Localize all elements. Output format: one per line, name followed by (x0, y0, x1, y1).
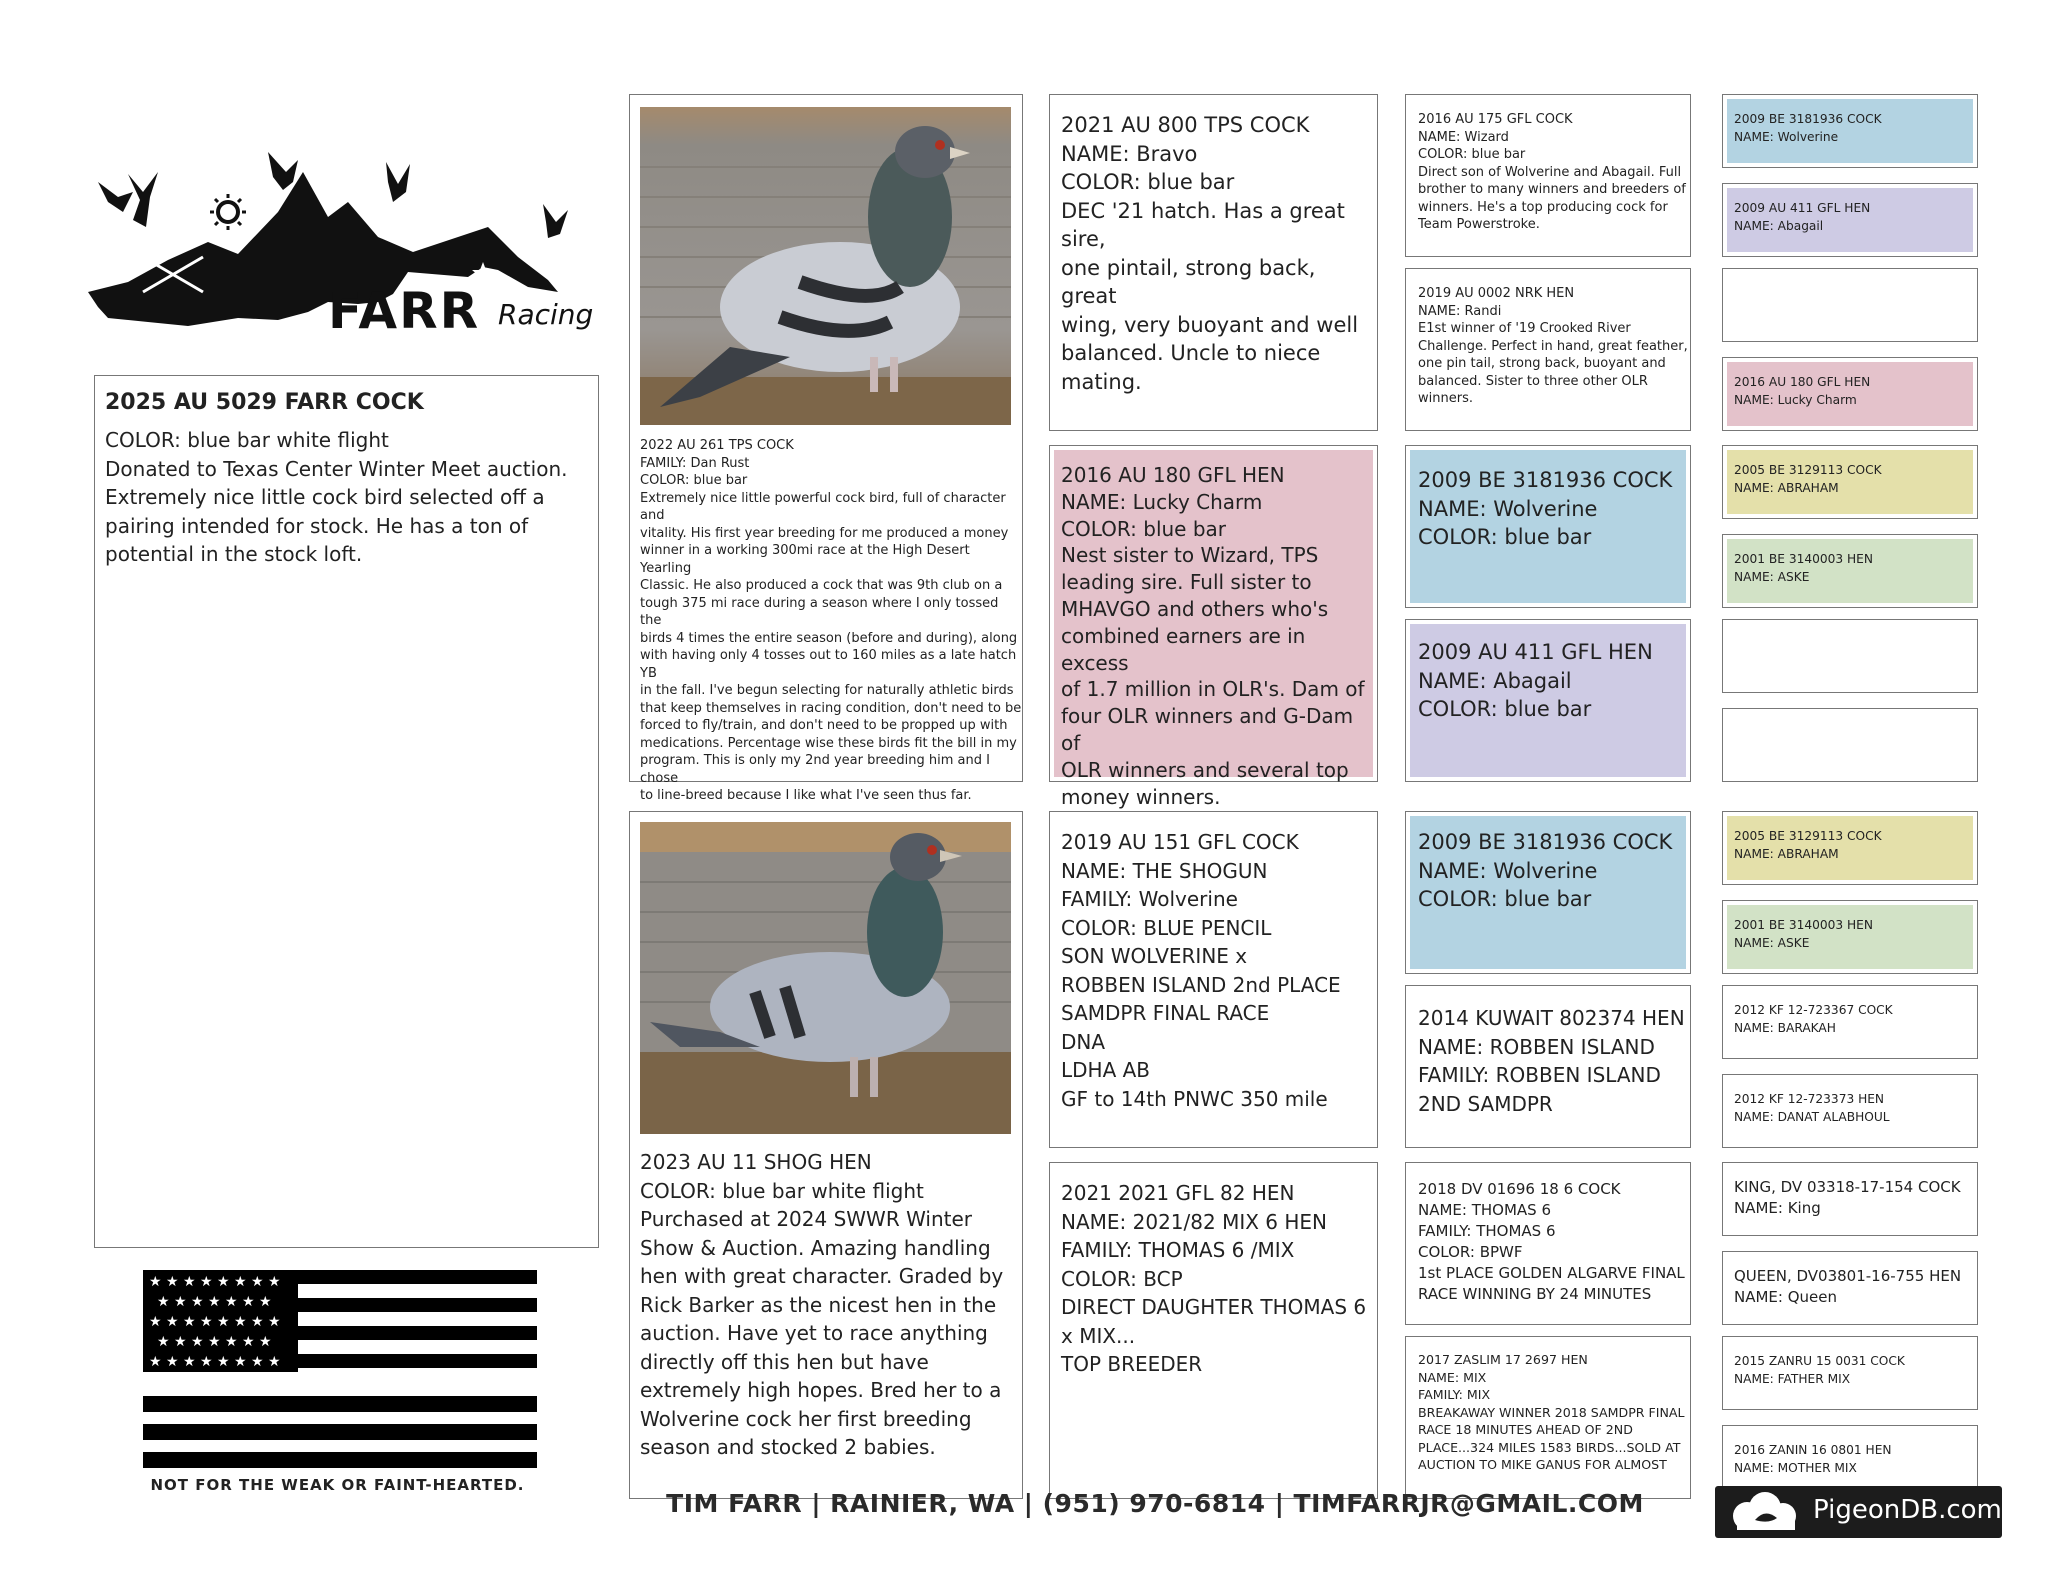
col5-top-0 (1722, 94, 1978, 168)
col5-bottom-1 (1722, 900, 1978, 974)
farr-racing-logo (88, 142, 600, 342)
brand-name: FARR (328, 282, 481, 340)
main-bird-body: COLOR: blue bar white flight Donated to Texas Center Winter Meet auction. Extremely nice little cock bird selected off a pairing intended for stock. He has a ton of potential in the stock loft. (105, 428, 568, 566)
col5-bottom-4-text: KING, DV 03318-17-154 COCK NAME: King (1734, 1178, 1961, 1217)
col5-bottom-6-text: 2015 ZANRU 15 0031 COCK NAME: FATHER MIX (1734, 1354, 1905, 1386)
sire-sire-card (1049, 94, 1378, 431)
col5-bottom-1-text: 2001 BE 3140003 HEN NAME: ASKE (1734, 918, 1873, 950)
col5-bottom-0 (1722, 811, 1978, 885)
col5-bottom-5 (1722, 1251, 1978, 1325)
ddd-card (1405, 1336, 1691, 1499)
ddd-text: 2017 ZASLIM 17 2697 HEN NAME: MIX FAMILY: MIX BREAKAWAY WINNER 2018 SAMDPR FINAL RACE 18 MINUTES AHEAD OF 2ND PLACE...324 MILES 1583 BIRDS...SOLD AT AUCTION TO MIKE GANUS FOR ALMOST (1418, 1352, 1685, 1472)
main-bird-card (94, 375, 599, 1248)
col5-bottom-0-text: 2005 BE 3129113 COCK NAME: ABRAHAM (1734, 829, 1882, 861)
sire-card (629, 94, 1023, 803)
col5-bottom-3 (1722, 1074, 1978, 1148)
dam-card (629, 811, 1023, 1499)
sire-text: 2022 AU 261 TPS COCK FAMILY: Dan Rust COLOR: blue bar Extremely nice little powerful cock bird, full of character and vitality. His first year breeding for me produced a money winner in a working 300mi race at the High Desert Yearling Classic. He also produced a cock that was 9th club on a tough 375 mi race during a season where I only tossed the birds 4 times the entire season (before and during), along with having only 4 tosses out to 160 miles as a late hatch YB in the fall. I've begun selecting for naturally athletic birds that keep themselves in racing condition, don't need to be forced to fly/train, and don't need to be propped up with medications. Percentage wise these birds fit the bill in my program. This is only my 2nd year breeding him and I chose to line-breed because I like what I've seen thus far. (640, 438, 1022, 803)
sire-dam-card (1049, 445, 1378, 809)
col5-top-3 (1722, 357, 1978, 431)
col5-bottom-5-text: QUEEN, DV03801-16-755 HEN NAME: Queen (1734, 1267, 1962, 1306)
col5-top-5-text: 2001 BE 3140003 HEN NAME: ASKE (1734, 552, 1873, 584)
dam-text: 2023 AU 11 SHOG HEN COLOR: blue bar white flight Purchased at 2024 SWWR Winter Show & Auction. Amazing handling hen with great character. Graded by Rick Barker as the nicest hen in the auction. Have yet to race anything directly off this hen but have extremely high hopes. Bred her to a Wolverine cock her first breeding season and stocked 2 babies. (640, 1150, 1004, 1459)
col5-top-5 (1722, 534, 1978, 608)
dds-text: 2018 DV 01696 18 6 COCK NAME: THOMAS 6 FAMILY: THOMAS 6 COLOR: BPWF 1st PLACE GOLDEN ALGARVE FINAL RACE WINNING BY 24 MINUTES (1418, 1180, 1685, 1303)
flag-caption: NOT FOR THE WEAK OR FAINT-HEARTED. (150, 1476, 525, 1494)
dss-text: 2009 BE 3181936 COCK NAME: Wolverine COLOR: blue bar (1418, 830, 1673, 911)
sire-photo (640, 107, 1011, 425)
col5-top-7 (1722, 708, 1978, 782)
dsd-card (1405, 985, 1691, 1148)
sds-card (1405, 445, 1691, 608)
contact-footer: TIM FARR | RAINIER, WA | (951) 970-6814 | TIMFARRJR@GMAIL.COM (666, 1489, 1644, 1518)
dam-sire-text: 2019 AU 151 GFL COCK NAME: THE SHOGUN FAMILY: Wolverine COLOR: BLUE PENCIL SON WOLVERINE x ROBBEN ISLAND 2nd PLACE SAMDPR FINAL RACE DNA LDHA AB GF to 14th PNWC 350 mile (1061, 830, 1341, 1111)
col5-bottom-4 (1722, 1162, 1978, 1236)
sds-text: 2009 BE 3181936 COCK NAME: Wolverine COLOR: blue bar (1418, 468, 1673, 549)
svg-text:★ ★ ★ ★ ★ ★ ★: ★ ★ ★ ★ ★ ★ ★ (157, 1294, 272, 1310)
cloud-pigeon-icon (1725, 1490, 1805, 1534)
pigeon-photo-icon (640, 107, 1011, 425)
svg-text:★ ★ ★ ★ ★ ★ ★ ★: ★ ★ ★ ★ ★ ★ ★ ★ (149, 1314, 281, 1330)
main-bird-title: 2025 AU 5029 FARR COCK (105, 390, 424, 415)
col5-top-1 (1722, 183, 1978, 257)
dam-photo (640, 822, 1011, 1134)
sdd-card (1405, 619, 1691, 782)
pigeondb-label: PigeonDB.com (1813, 1495, 2002, 1525)
dsd-text: 2014 KUWAIT 802374 HEN NAME: ROBBEN ISLAND FAMILY: ROBBEN ISLAND 2ND SAMDPR (1418, 1006, 1685, 1116)
dam-dam-card (1049, 1162, 1378, 1499)
col5-top-6 (1722, 619, 1978, 693)
col5-bottom-3-text: 2012 KF 12-723373 HEN NAME: DANAT ALABHOUL (1734, 1092, 1890, 1124)
svg-text:★ ★ ★ ★ ★ ★ ★ ★: ★ ★ ★ ★ ★ ★ ★ ★ (149, 1274, 281, 1290)
sss-text: 2016 AU 175 GFL COCK NAME: Wizard COLOR: blue bar Direct son of Wolverine and Abagail. Full brother to many winners and breeders of winners. He's a top producing cock for Team Powerstroke. (1418, 112, 1686, 232)
svg-text:★ ★ ★ ★ ★ ★ ★ ★: ★ ★ ★ ★ ★ ★ ★ ★ (149, 1354, 281, 1370)
pigeondb-badge[interactable] (1715, 1486, 2002, 1538)
col5-top-4 (1722, 445, 1978, 519)
ssd-card (1405, 268, 1691, 431)
col5-top-3-text: 2016 AU 180 GFL HEN NAME: Lucky Charm (1734, 375, 1871, 407)
col5-bottom-2-text: 2012 KF 12-723367 COCK NAME: BARAKAH (1734, 1003, 1893, 1035)
sire-sire-text: 2021 AU 800 TPS COCK NAME: Bravo COLOR: blue bar DEC '21 hatch. Has a great sire, one pintail, strong back, great wing, very buoyant and well balanced. Uncle to niece mating. (1061, 113, 1359, 394)
dss-card (1405, 811, 1691, 974)
pigeon-photo-icon (640, 822, 1011, 1134)
col5-top-2 (1722, 268, 1978, 342)
sdd-text: 2009 AU 411 GFL HEN NAME: Abagail COLOR: blue bar (1418, 640, 1653, 721)
dam-dam-text: 2021 2021 GFL 82 HEN NAME: 2021/82 MIX 6 HEN FAMILY: THOMAS 6 /MIX COLOR: BCP DIRECT DAUGHTER THOMAS 6 x MIX... TOP BREEDER (1061, 1181, 1367, 1376)
sire-dam-text: 2016 AU 180 GFL HEN NAME: Lucky Charm COLOR: blue bar Nest sister to Wizard, TPS leading sire. Full sister to MHAVGO and others who's combined earners are in excess of 1.7 million in OLR's. Dam of four OLR winners and G-Dam of OLR winners and several top money winners. (1061, 463, 1365, 809)
american-flag (143, 1270, 537, 1480)
col5-top-1-text: 2009 AU 411 GFL HEN NAME: Abagail (1734, 201, 1871, 233)
ssd-text: 2019 AU 0002 NRK HEN NAME: Randi E1st winner of '19 Crooked River Challenge. Perfect in hand, great feather, one pin tail, strong back, buoyant and balanced. Sister to three other OLR winners. (1418, 286, 1688, 406)
col5-top-4-text: 2005 BE 3129113 COCK NAME: ABRAHAM (1734, 463, 1882, 495)
dam-sire-card (1049, 811, 1378, 1148)
american-flag-icon (143, 1270, 537, 1480)
col5-top-0-text: 2009 BE 3181936 COCK NAME: Wolverine (1734, 112, 1882, 144)
dds-card (1405, 1162, 1691, 1325)
col5-bottom-6 (1722, 1336, 1978, 1410)
brand-sub: Racing (498, 298, 594, 331)
col5-bottom-7-text: 2016 ZANIN 16 0801 HEN NAME: MOTHER MIX (1734, 1443, 1892, 1475)
svg-text:★ ★ ★ ★ ★ ★ ★: ★ ★ ★ ★ ★ ★ ★ (157, 1334, 272, 1350)
col5-bottom-2 (1722, 985, 1978, 1059)
sss-card (1405, 94, 1691, 257)
